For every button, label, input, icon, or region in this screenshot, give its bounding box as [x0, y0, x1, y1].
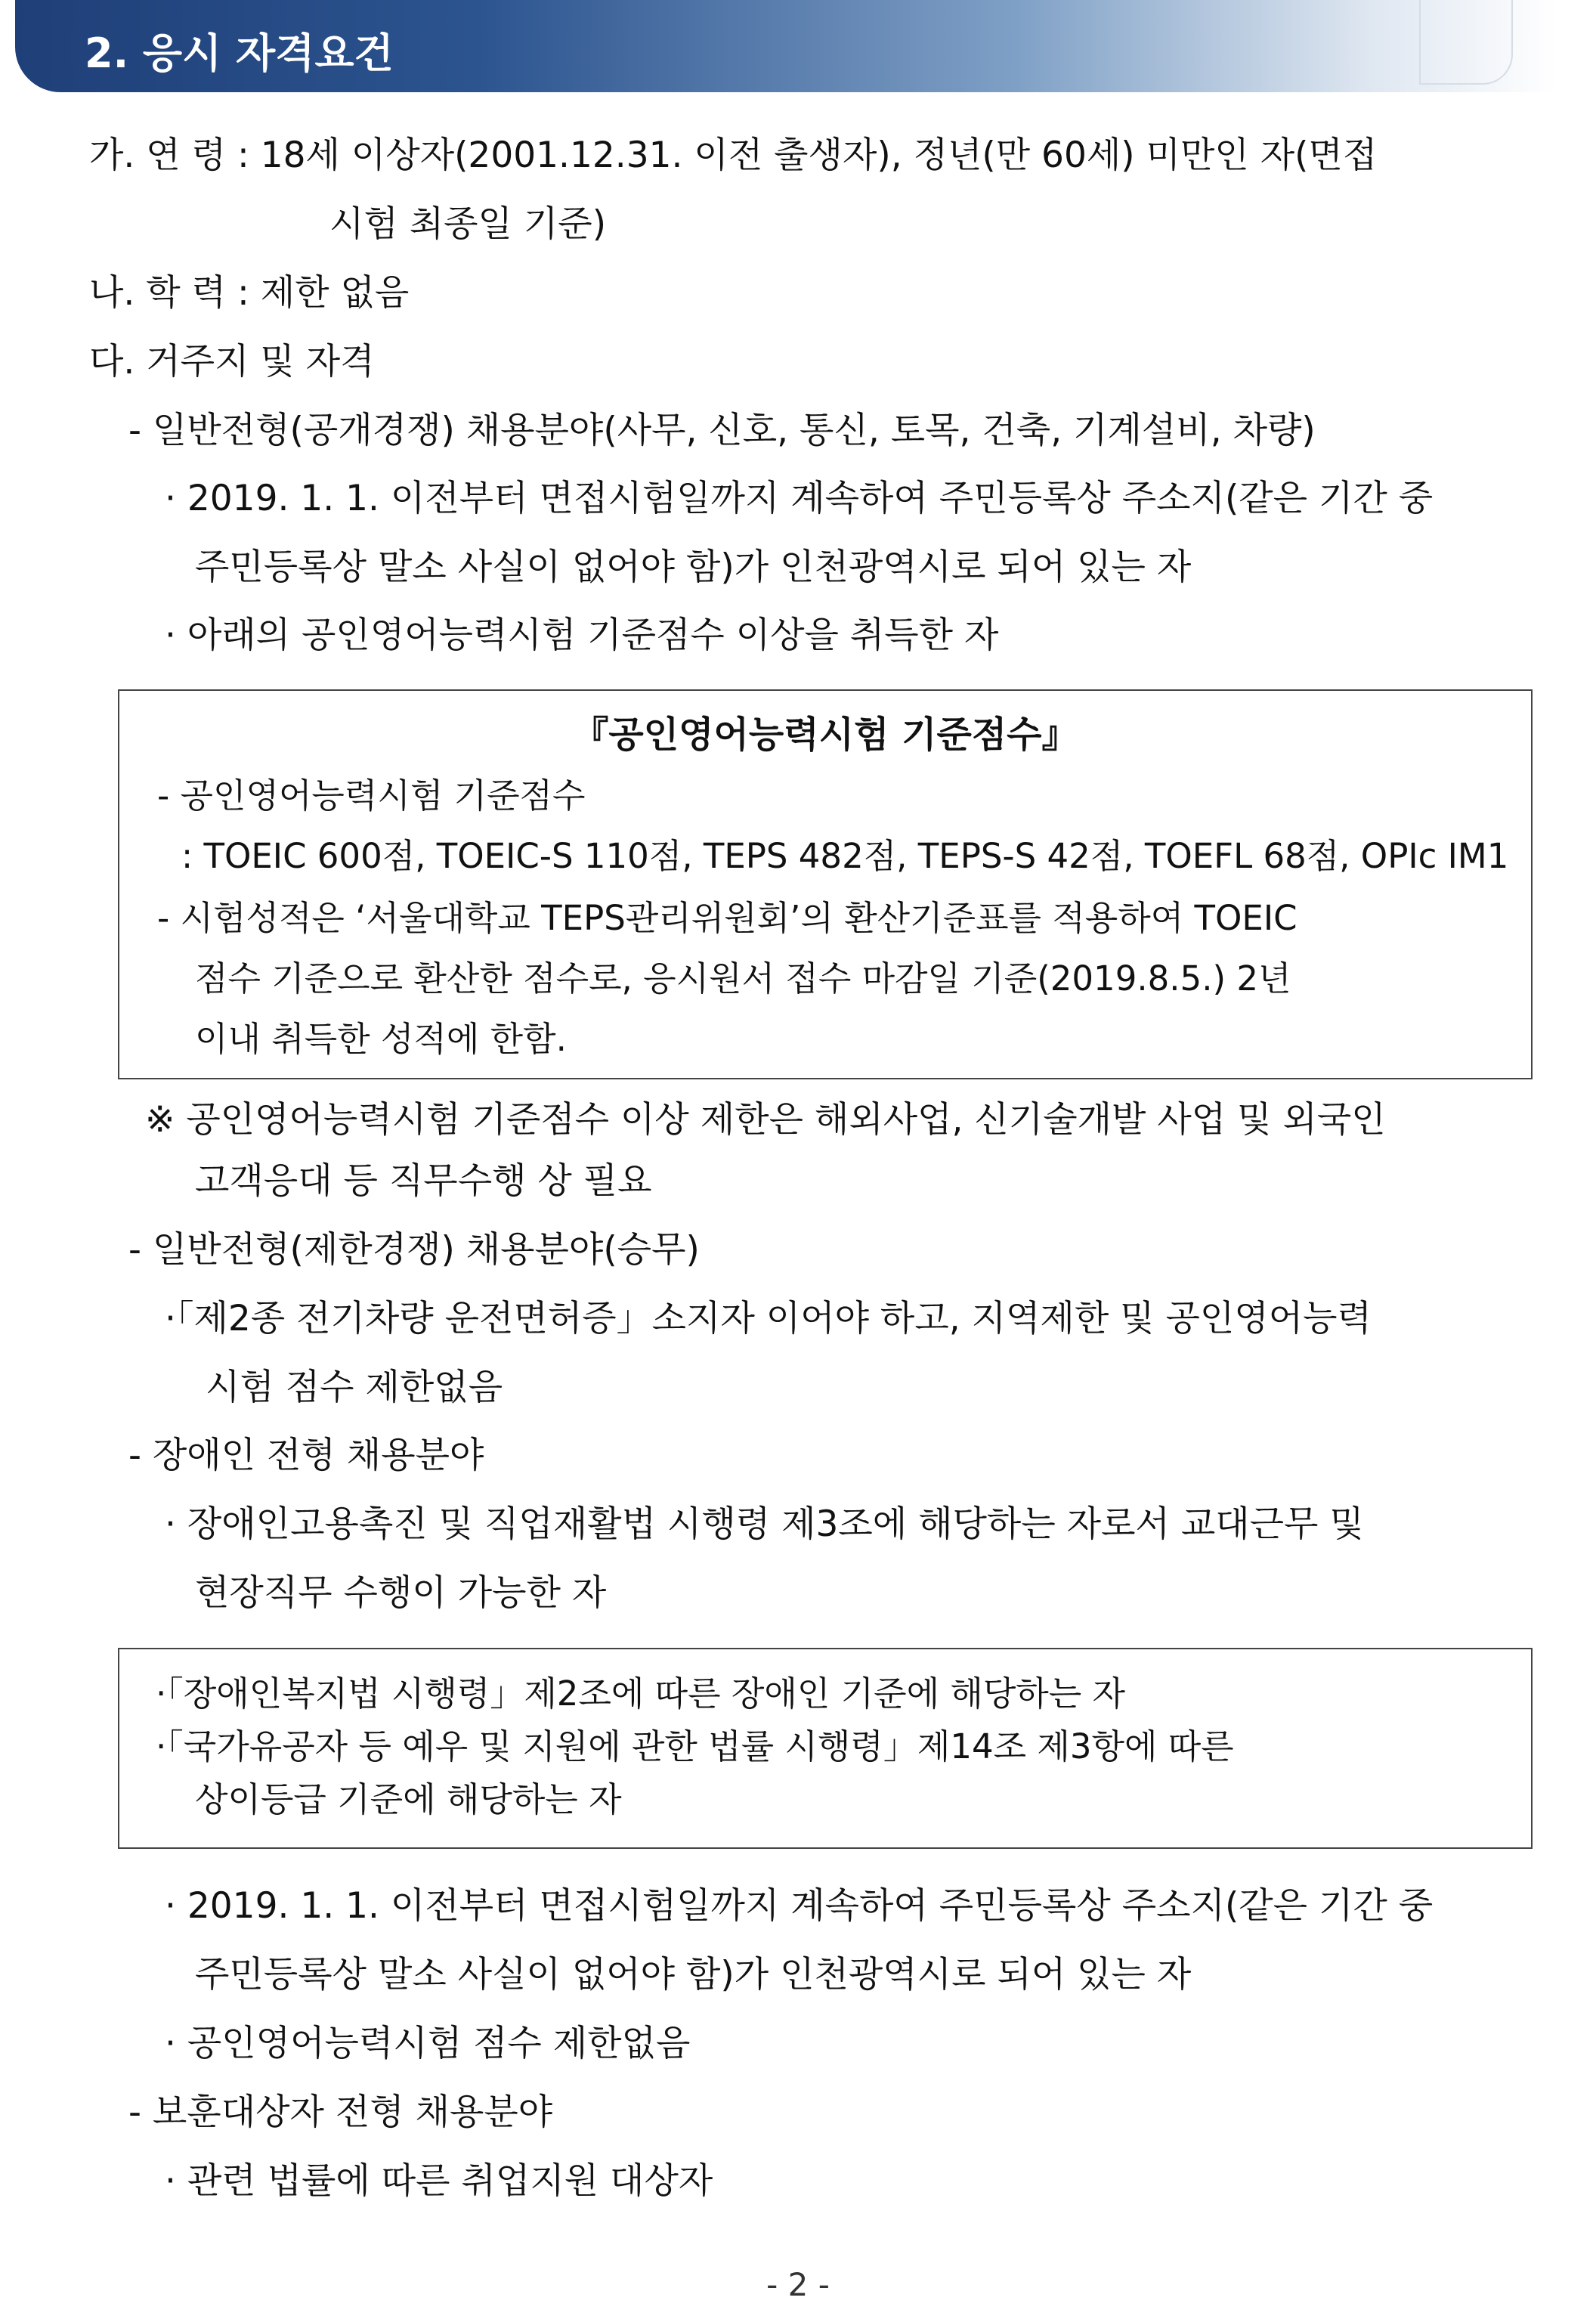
disabled-criteria-item: ·「국가유공자 등 예우 및 지원에 관한 법률 시행령」제14조 제3항에 따른: [156, 1726, 1234, 1766]
residence-bullet-cont: 주민등록상 말소 사실이 없어야 함)가 인천광역시로 되어 있는 자: [195, 546, 1192, 588]
english-note-cont: 고객응대 등 직무수행 상 필요: [195, 1160, 652, 1202]
license-bullet: ·「제2종 전기차량 운전면허증」소지자 이어야 하고, 지역제한 및 공인영어능력: [165, 1298, 1372, 1339]
residence-bullet: · 2019. 1. 1. 이전부터 면접시험일까지 계속하여 주민등록상 주소지(같은 기간 중: [165, 478, 1434, 519]
residence-bullet-cont: 주민등록상 말소 사실이 없어야 함)가 인천광역시로 되어 있는 자: [195, 1954, 1192, 1996]
general-limited-field: - 일반전형(제한경쟁) 채용분야(승무): [128, 1229, 700, 1271]
english-score-list: : TOEIC 600점, TOEIC-S 110점, TEPS 482점, TEPS-S 42점, TOEFL 68점, OPIc IM1: [181, 836, 1509, 876]
english-note: ※ 공인영어능력시험 기준점수 이상 제한은 해외사업, 신기술개발 사업 및 외국인: [145, 1099, 1386, 1141]
english-bullet: · 아래의 공인영어능력시험 기준점수 이상을 취득한 자: [165, 615, 999, 656]
english-box-item: - 공인영어능력시험 기준점수: [157, 776, 586, 816]
english-box-title: 『공인영어능력시험 기준점수』: [572, 714, 1078, 756]
section-header-banner: [15, 0, 1557, 92]
english-box-item: - 시험성적은 ‘서울대학교 TEPS관리위원회’의 환산기준표를 적용하여 TOEIC: [157, 898, 1298, 938]
license-bullet-cont: 시험 점수 제한없음: [206, 1367, 503, 1408]
residence-bullet: · 2019. 1. 1. 이전부터 면접시험일까지 계속하여 주민등록상 주소지(같은 기간 중: [165, 1885, 1434, 1927]
header-decoration: [1419, 0, 1513, 85]
age-requirement-cont: 시험 최종일 기준): [329, 203, 607, 245]
general-open-field: - 일반전형(공개경쟁) 채용분야(사무, 신호, 통신, 토목, 건축, 기계설비, 차량): [128, 410, 1316, 451]
english-score-box: [118, 689, 1533, 1079]
english-box-item-cont: 점수 기준으로 환산한 점수로, 응시원서 접수 마감일 기준(2019.8.5.) 2년: [195, 958, 1291, 999]
english-exempt-bullet: · 공인영어능력시험 점수 제한없음: [165, 2023, 691, 2064]
disabled-criteria-box: [118, 1648, 1533, 1849]
page-number: - 2 -: [766, 2266, 830, 2303]
disabled-criteria-item-cont: 상이등급 기준에 해당하는 자: [195, 1779, 622, 1819]
disabled-criteria-item: ·「장애인복지법 시행령」제2조에 따른 장애인 기준에 해당하는 자: [156, 1674, 1126, 1714]
age-requirement: 가. 연 령 : 18세 이상자(2001.12.31. 이전 출생자), 정년(만 60세) 미만인 자(면접: [89, 135, 1378, 176]
section-title: 2. 응시 자격요건: [85, 29, 394, 77]
residence-heading: 다. 거주지 및 자격: [89, 341, 375, 382]
education-requirement: 나. 학 력 : 제한 없음: [89, 272, 410, 314]
veterans-bullet: · 관련 법률에 따른 취업지원 대상자: [165, 2160, 713, 2202]
disabled-field: - 장애인 전형 채용분야: [128, 1435, 484, 1476]
english-box-item-cont: 이내 취득한 성적에 한함.: [195, 1019, 567, 1059]
veterans-field: - 보훈대상자 전형 채용분야: [128, 2092, 553, 2133]
disabled-bullet-cont: 현장직무 수행이 가능한 자: [195, 1572, 607, 1614]
disabled-bullet: · 장애인고용촉진 및 직업재활법 시행령 제3조에 해당하는 자로서 교대근무 및: [165, 1503, 1364, 1545]
